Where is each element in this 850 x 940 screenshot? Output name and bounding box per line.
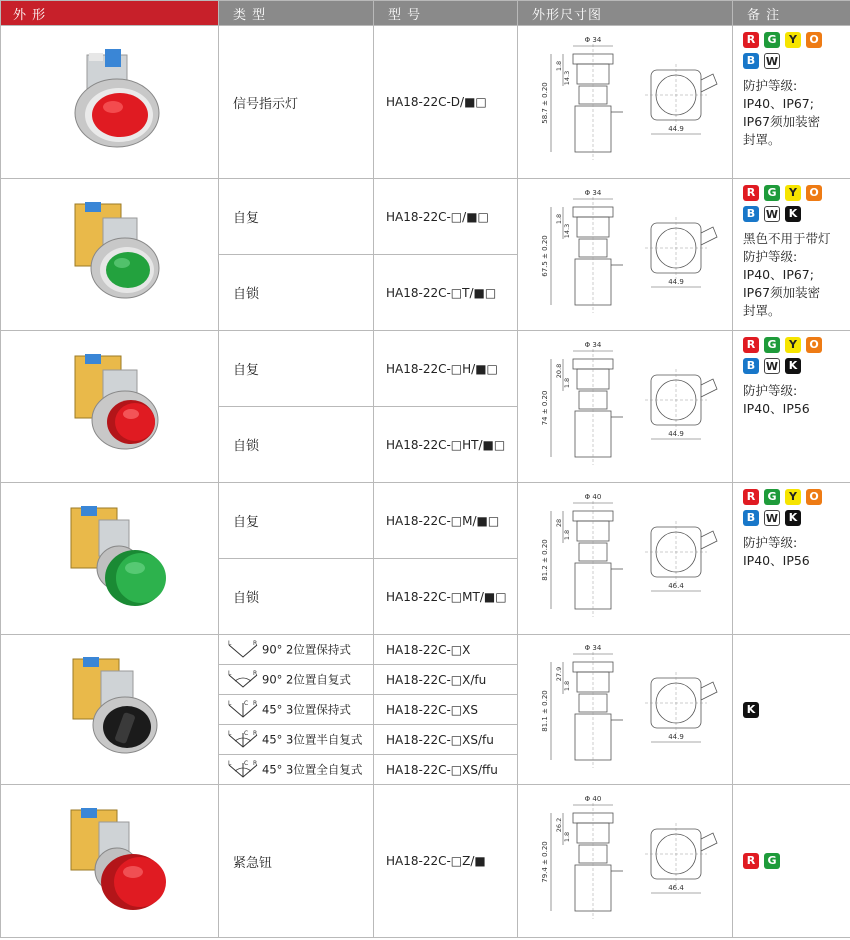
dim-label-a: 1.8 [555,60,563,72]
color-chip-B: B [743,206,759,222]
table-row [1,179,850,255]
dim-label-a: 26.2 [555,817,563,833]
selector-type-cell [219,755,374,785]
color-chip-B: B [743,53,759,69]
color-chip-W: W [765,208,779,221]
model-cell: HA18-22C-□/■□ [374,179,518,255]
notes-cell [733,483,850,635]
selector-type-cell [219,665,374,695]
notes-cell [733,785,850,938]
selector-letter-l: L [228,729,232,737]
table-row [1,26,850,179]
dim-label-height: 58.7 ± 0.20 [541,82,549,124]
selector-position-icon [227,729,259,751]
type-cell: 自锁 [219,255,374,331]
emergency-button-image [45,804,175,914]
selector-letter-l: L [228,699,232,707]
product-photo-selector-switch [1,635,219,785]
dim-label-b: 14.3 [563,70,571,86]
color-chip-R: R [743,489,759,505]
model-cell: HA18-22C-□H/■□ [374,331,518,407]
front-view-lever [701,682,717,700]
model-cell: HA18-22C-□XS/fu [374,725,518,755]
color-chips [743,489,833,526]
type-cell: 自锁 [219,559,374,635]
selector-return-arc [235,678,251,681]
model-cell: HA18-22C-□XS/ffu [374,755,518,785]
header-type: 类 型 [219,1,374,26]
flat-button-image [45,198,175,308]
color-chip-Y: Y [785,32,801,48]
selector-letter-r: R [253,729,258,737]
dim-label-b: 14.3 [563,223,571,238]
selector-letter-l: L [228,669,232,677]
product-photo-mushroom-button [1,483,219,635]
color-chips [743,32,833,69]
type-cell: 自复 [219,483,374,559]
table-row [1,331,850,407]
type-cell: 自锁 [219,407,374,483]
selector-position-icon [227,699,259,721]
selector-label: 2位置自复式 [286,672,351,686]
model-cell: HA18-22C-□Z/■ [374,785,518,938]
dim-label-b: 1.8 [563,377,571,388]
product-photo-flat-button [1,179,219,331]
dim-label-diameter: Φ 40 [584,795,602,803]
dimension-drawing [518,635,733,785]
table-row [1,785,850,938]
dim-label-a: 27.9 [555,666,563,681]
product-photo-raised-button [1,331,219,483]
selector-angle: 45° [262,702,283,716]
color-chip-Y: Y [785,185,801,201]
color-chip-G: G [764,185,780,201]
color-chip-O: O [806,337,822,353]
note-text: 防护等级: IP40、IP56 [743,383,810,416]
selector-angle: 90° [262,672,283,686]
selector-letter-c: C [244,699,249,707]
color-chip-G: G [764,489,780,505]
dimension-drawing [518,483,733,635]
note-text: 防护等级: IP40、IP67; IP67须加装密 封罩。 [743,78,821,147]
color-chip-R: R [743,185,759,201]
front-view-lever [701,227,717,245]
color-chip-W: W [765,55,779,68]
notes-cell [733,635,850,785]
dimension-svg [525,487,725,627]
front-view-lever [701,74,717,92]
color-chip-G: G [764,853,780,869]
notes-cell [733,179,850,331]
selector-type-cell [219,725,374,755]
dimension-svg [525,638,725,778]
type-cell: 信号指示灯 [219,26,374,179]
header-notes: 备 注 [733,1,850,26]
color-chip-K: K [785,358,801,374]
dim-label-height: 81.2 ± 0.20 [541,538,549,581]
selector-letter-r: R [253,699,258,707]
selector-type-cell [219,635,374,665]
header-model: 型 号 [374,1,518,26]
model-cell: HA18-22C-□HT/■□ [374,407,518,483]
mushroom-button-image [45,502,175,612]
dim-label-height: 79.4 ± 0.20 [541,841,549,883]
dim-label-height: 67.5 ± 0.20 [541,234,549,277]
selector-angle: 90° [262,642,283,656]
dim-label-diameter: Φ 34 [584,340,602,349]
color-chips [743,853,833,869]
dim-label-diameter: Φ 34 [584,36,602,44]
header-dimensions: 外形尺寸图 [518,1,733,26]
selector-letter-l: L [228,759,232,767]
selector-letter-r: R [253,639,258,647]
selector-letter-r: R [253,759,258,767]
model-cell: HA18-22C-□T/■□ [374,255,518,331]
table-row [1,635,850,665]
model-cell: HA18-22C-□X/fu [374,665,518,695]
dim-label-width: 44.9 [668,125,684,133]
color-chip-R: R [743,32,759,48]
selector-label: 3位置全自复式 [286,762,363,776]
color-chip-B: B [743,358,759,374]
dim-label-width: 46.4 [668,884,684,892]
raised-button-image [45,350,175,460]
selector-letter-c: C [244,729,249,737]
selector-label: 3位置保持式 [286,702,351,716]
selector-label: 3位置半自复式 [286,732,363,746]
color-chip-R: R [743,337,759,353]
dim-label-height: 81.1 ± 0.20 [541,689,549,732]
selector-switch-image [45,653,175,763]
dim-label-width: 44.9 [668,277,684,286]
color-chip-Y: Y [785,337,801,353]
color-chip-R: R [743,853,759,869]
type-cell: 自复 [219,179,374,255]
dimension-drawing [518,179,733,331]
dim-label-height: 74 ± 0.20 [541,390,549,425]
selector-position-icon [227,759,259,781]
dim-label-diameter: Φ 34 [584,188,602,197]
front-view-lever [701,379,717,397]
color-chips [743,702,833,718]
front-view-lever [701,833,717,851]
color-chip-O: O [806,32,822,48]
color-chip-W: W [765,360,779,373]
front-view-lever [701,531,717,549]
dim-label-b: 1.8 [563,680,571,691]
dimension-svg [525,335,725,475]
color-chip-O: O [806,185,822,201]
dim-label-a: 20.8 [555,363,563,378]
dimension-drawing [518,26,733,179]
selector-letter-l: L [228,639,232,647]
color-chip-K: K [743,702,759,718]
dimension-svg [525,789,725,929]
notes-cell [733,26,850,179]
dim-label-width: 44.9 [668,732,684,741]
color-chips [743,185,833,222]
type-cell: 自复 [219,331,374,407]
header-appearance: 外 形 [1,1,219,26]
dim-label-b: 1.8 [563,831,571,843]
color-chip-G: G [764,337,780,353]
selector-position-icon [227,639,259,661]
dim-label-diameter: Φ 34 [584,643,602,652]
header-row [1,1,850,26]
dimension-svg [525,183,725,323]
dim-label-width: 46.4 [668,581,684,590]
selector-position-icon [227,669,259,691]
note-text: 黑色不用于带灯 防护等级: IP40、IP67; IP67须加装密 封罩。 [743,231,831,318]
model-cell: HA18-22C-□M/■□ [374,483,518,559]
model-cell: HA18-22C-□XS [374,695,518,725]
selector-angle: 45° [262,732,283,746]
type-cell: 紧急钮 [219,785,374,938]
dimension-svg [525,30,725,170]
color-chip-K: K [785,510,801,526]
model-cell: HA18-22C-□X [374,635,518,665]
dim-label-width: 44.9 [668,429,684,438]
dimension-drawing [518,785,733,938]
model-cell: HA18-22C-□MT/■□ [374,559,518,635]
color-chip-K: K [785,206,801,222]
dim-label-diameter: Φ 40 [584,492,602,501]
dim-label-b: 1.8 [563,529,571,540]
note-text: 防护等级: IP40、IP56 [743,535,810,568]
color-chip-Y: Y [785,489,801,505]
color-chip-O: O [806,489,822,505]
selector-label: 2位置保持式 [286,642,351,656]
color-chip-B: B [743,510,759,526]
color-chip-W: W [765,512,779,525]
selector-angle: 45° [262,762,283,776]
selector-letter-r: R [253,669,258,677]
model-cell: HA18-22C-D/■□ [374,26,518,179]
indicator-light-image [45,45,175,155]
table-row [1,483,850,559]
dimension-drawing [518,331,733,483]
notes-cell [733,331,850,483]
dim-label-a: 1.8 [555,213,563,224]
selector-type-cell [219,695,374,725]
product-photo-indicator [1,26,219,179]
color-chips [743,337,833,374]
color-chip-G: G [764,32,780,48]
dim-label-a: 28 [555,518,563,527]
product-photo-emergency-button [1,785,219,938]
selector-letter-c: C [244,759,249,767]
